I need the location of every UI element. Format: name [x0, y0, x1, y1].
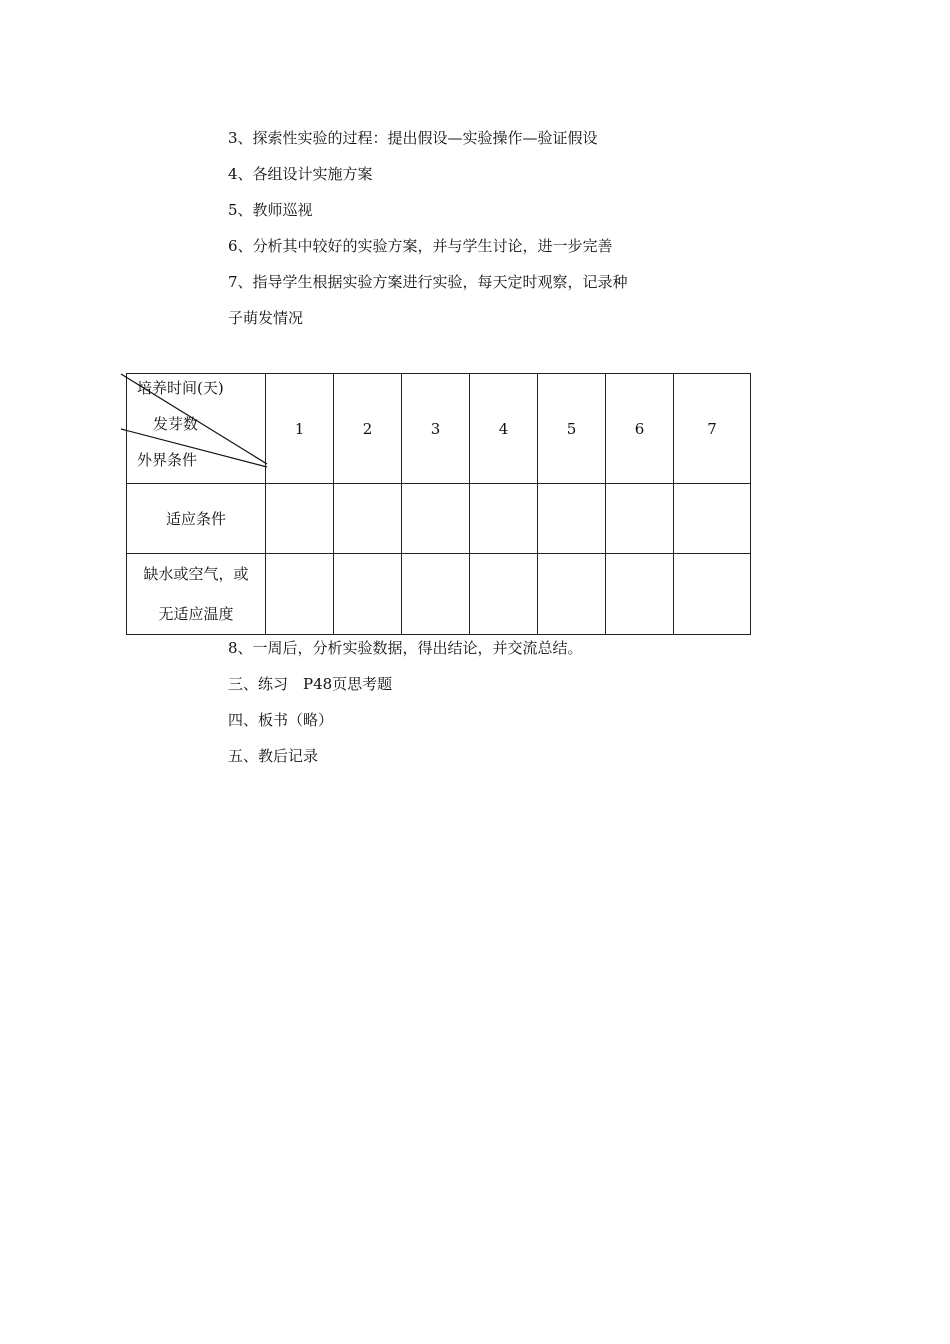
- table-cell: [538, 484, 606, 554]
- table-cell: [538, 554, 606, 635]
- table-header-day: 4: [470, 374, 538, 484]
- table-cell: [402, 484, 470, 554]
- table-cell: [470, 484, 538, 554]
- text-line-step-7-cont: 子萌发情况: [228, 309, 304, 327]
- text-line-step-6: 6、分析其中较好的实验方案，并与学生讨论，进一步完善: [228, 237, 613, 255]
- text-line-step-3: 3、探索性实验的过程：提出假设—实验操作—验证假设: [228, 129, 598, 147]
- row-label-suitable: 适应条件: [127, 484, 266, 554]
- text-line-step-7: 7、指导学生根据实验方案进行实验，每天定时观察，记录种: [228, 273, 628, 291]
- corner-label-condition: 外界条件: [137, 451, 198, 469]
- table-header-day: 1: [266, 374, 334, 484]
- table-header-day: 6: [606, 374, 674, 484]
- table-row: [127, 554, 751, 635]
- text-line-record: 五、教后记录: [228, 747, 319, 765]
- germination-table: [126, 373, 750, 634]
- table-cell: [334, 484, 402, 554]
- table-corner-cell: [127, 374, 266, 484]
- text-line-step-8: 8、一周后，分析实验数据，得出结论，并交流总结。: [228, 639, 583, 657]
- corner-label-count: 发芽数: [153, 415, 199, 433]
- text-line-step-4: 4、各组设计实施方案: [228, 165, 373, 183]
- table-row: [127, 484, 751, 554]
- table-cell: [674, 484, 751, 554]
- table-header-day: 7: [674, 374, 751, 484]
- text-line-step-5: 5、教师巡视: [228, 201, 313, 219]
- table-cell: [266, 484, 334, 554]
- row-label-lacking: [127, 554, 266, 635]
- text-line-exercise: 三、练习 P48页思考题: [228, 675, 393, 693]
- corner-label-time: 培养时间(天): [137, 379, 224, 397]
- table-header-day: 5: [538, 374, 606, 484]
- table-cell: [470, 554, 538, 635]
- table-cell: [402, 554, 470, 635]
- row-label-line-1: 缺水或空气，或: [143, 565, 249, 583]
- table-cell: [606, 484, 674, 554]
- table-header-row: [127, 374, 751, 484]
- text-line-board: 四、板书（略）: [228, 711, 334, 729]
- table-cell: [334, 554, 402, 635]
- table-header-day: 2: [334, 374, 402, 484]
- table-header-day: 3: [402, 374, 470, 484]
- row-label-line-2: 无适应温度: [158, 605, 234, 623]
- table-cell: [674, 554, 751, 635]
- table-cell: [266, 554, 334, 635]
- table-cell: [606, 554, 674, 635]
